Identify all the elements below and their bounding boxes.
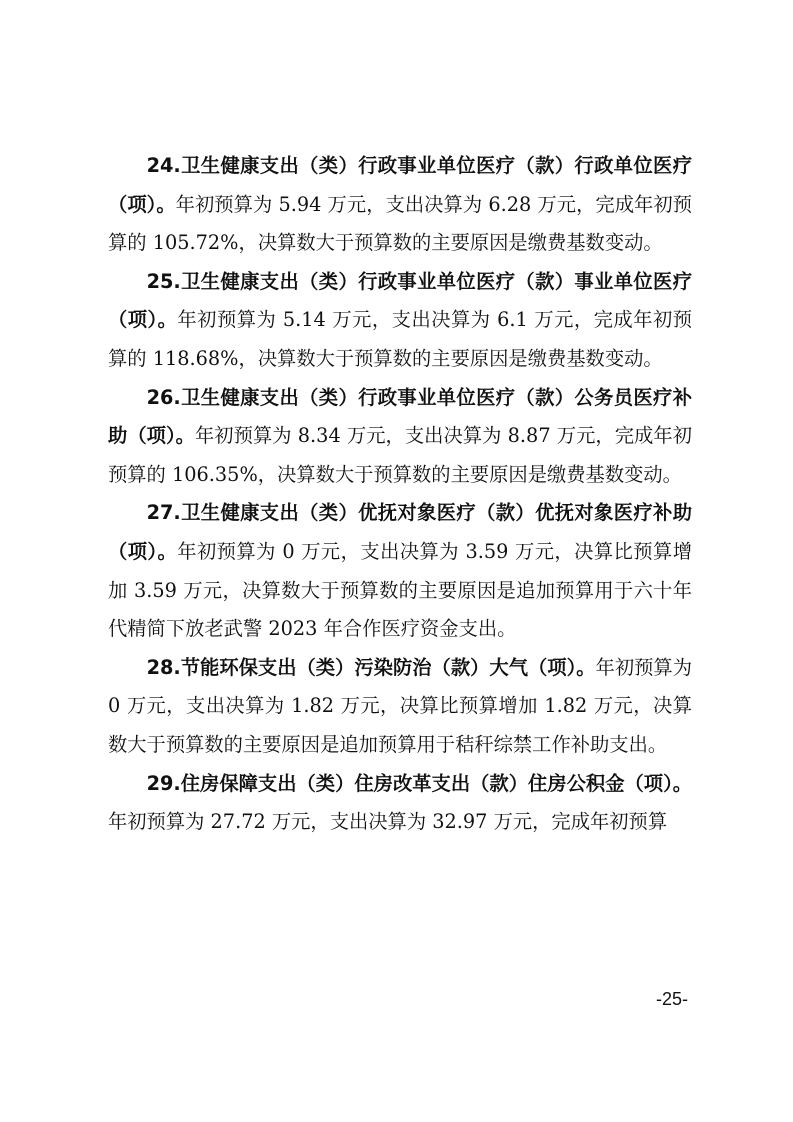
paragraph-29	[108, 765, 692, 842]
paragraph-heading: 27.卫生健康支出（类）优抚对象医疗（款）优抚对象医疗补助（项）。	[108, 501, 692, 563]
paragraph-text: 年初预算为 0 万元，支出决算为 1.82 万元，决算比预算增加 1.82 万元，决算数大于预算数的主要原因是追加预算用于秸秆综禁工作补助支出。	[108, 655, 692, 756]
paragraph-28	[108, 649, 692, 765]
page-number: -25-	[656, 989, 689, 1009]
paragraph-heading: 26.卫生健康支出（类）行政事业单位医疗（款）公务员医疗补助（项）。	[108, 385, 692, 448]
paragraph-27	[108, 494, 692, 648]
paragraph-text: 年初预算为 5.94 万元，支出决算为 6.28 万元，完成年初预算的 105.72%，决算数大于预算数的主要原因是缴费基数变动。	[108, 192, 692, 255]
paragraph-heading: 24.卫生健康支出（类）行政事业单位医疗（款）行政单位医疗（项）。	[108, 154, 692, 216]
paragraph-heading: 28.节能环保支出（类）污染防治（款）大气（项）。	[146, 655, 596, 679]
paragraph-text: 年初预算为 0 万元，支出决算为 3.59 万元，决算比预算增加 3.59 万元，决算数大于预算数的主要原因是追加预算用于六十年代精简下放老武警 2023 年合作医疗资金支出。	[108, 539, 693, 641]
paragraph-text: 年初预算为 27.72 万元，支出决算为 32.97 万元，完成年初预算	[108, 810, 668, 834]
document-body	[108, 147, 692, 842]
paragraph-heading: 29.住房保障支出（类）住房改革支出（款）住房公积金（项）。	[146, 771, 692, 795]
paragraph-text: 年初预算为 8.34 万元，支出决算为 8.87 万元，完成年初预算的 106.35%，决算数大于预算数的主要原因是缴费基数变动。	[108, 424, 692, 486]
paragraph-heading: 25.卫生健康支出（类）行政事业单位医疗（款）事业单位医疗（项）。	[108, 269, 692, 332]
paragraph-26	[108, 379, 692, 495]
paragraph-24	[108, 147, 692, 263]
paragraph-text: 年初预算为 5.14 万元，支出决算为 6.1 万元，完成年初预算的 118.68%，决算数大于预算数的主要原因是缴费基数变动。	[108, 308, 693, 370]
paragraph-25	[108, 263, 692, 379]
